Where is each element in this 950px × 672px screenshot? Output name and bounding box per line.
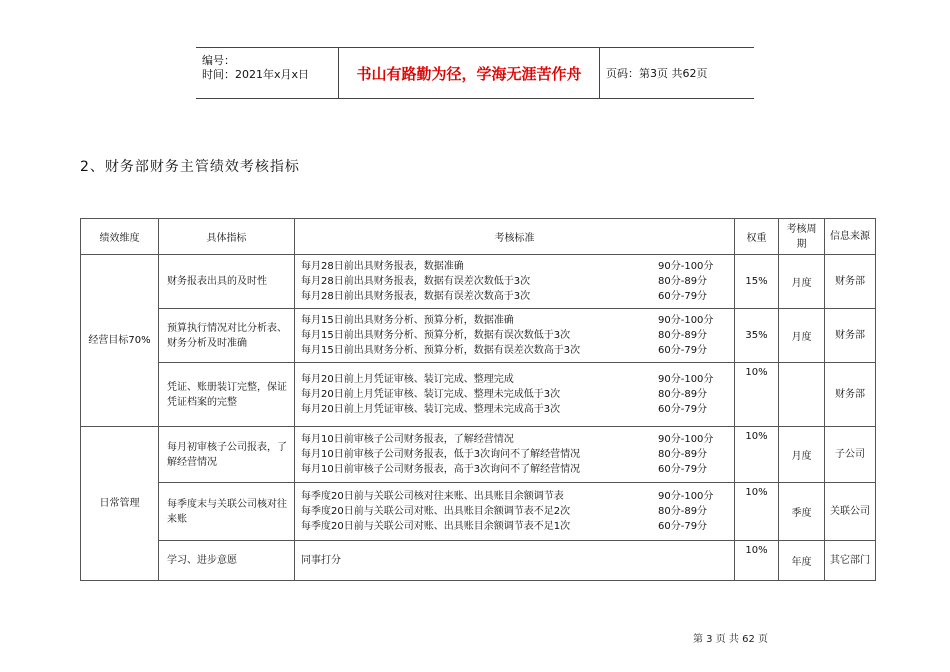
page-footer: 第 3 页 共 62 页 [693,634,768,645]
standard-line [301,372,728,387]
indicator-cell: 每月初审核子公司报表，了解经营情况 [159,427,295,483]
standard-text: 每月20日前上月凭证审核、装订完成、整理未完成低于3次 [301,389,561,400]
period-cell: 月度 [779,255,825,309]
standard-score: 90分-100分 [658,434,714,445]
header-period: 考核周期 [779,219,825,255]
standard-line [301,289,728,304]
weight-cell: 10% [735,541,779,581]
header-motto: 书山有路勤为径，学海无涯苦作舟 [339,48,600,98]
period-cell: 月度 [779,427,825,483]
standard-score: 60分-79分 [658,345,708,356]
standard-score: 60分-79分 [658,404,708,415]
document-time-label: 时间：2021年x月x日 [202,68,310,81]
standard-line [301,402,728,417]
standard-text: 每季度20日前与关联公司对账、出具账目余额调节表不足1次 [301,521,571,532]
standard-score: 60分-79分 [658,291,708,302]
source-cell: 关联公司 [825,483,876,541]
header-weight: 权重 [735,219,779,255]
standard-line [301,462,728,477]
standard-score: 80分-89分 [658,449,708,460]
table-row [81,427,876,483]
standard-score: 80分-89分 [658,276,708,287]
table-row [81,255,876,309]
table-header-row [81,219,876,255]
standard-line [301,553,728,568]
table-row [81,541,876,581]
standard-score: 80分-89分 [658,330,708,341]
standard-text: 每月20日前上月凭证审核、装订完成、整理未完成高于3次 [301,404,561,415]
standard-text: 每月20日前上月凭证审核、装订完成、整理完成 [301,374,514,385]
standard-text: 每季度20日前与关联公司对账、出具账目余额调节表不足2次 [301,506,571,517]
standard-text: 同事打分 [301,555,341,566]
standard-line [301,519,728,534]
standard-cell [295,541,735,581]
standard-text: 每月10日前审核子公司财务报表，了解经营情况 [301,434,514,445]
dimension-cell: 日常管理 [81,427,159,581]
standard-line [301,313,728,328]
source-cell: 财务部 [825,255,876,309]
standard-text: 每月15日前出具财务分析、预算分析，数据有误差次数高于3次 [301,345,581,356]
header-standard: 考核标准 [295,219,735,255]
standard-score: 90分-100分 [658,261,714,272]
kpi-table [80,218,876,581]
period-cell: 月度 [779,309,825,363]
standard-text: 每月10日前审核子公司财务报表，高于3次询问不了解经营情况 [301,464,581,475]
standard-cell [295,309,735,363]
source-cell: 子公司 [825,427,876,483]
indicator-cell: 财务报表出具的及时性 [159,255,295,309]
standard-cell [295,255,735,309]
header-source: 信息来源 [825,219,876,255]
table-row [81,363,876,427]
standard-line [301,274,728,289]
weight-cell: 35% [735,309,779,363]
standard-score: 80分-89分 [658,506,708,517]
source-cell: 财务部 [825,309,876,363]
weight-cell: 10% [735,483,779,541]
standard-line [301,489,728,504]
header-meta-cell [196,48,339,98]
standard-line [301,328,728,343]
standard-text: 每月15日前出具财务分析、预算分析，数据准确 [301,315,514,326]
indicator-cell: 学习、进步意愿 [159,541,295,581]
standard-line [301,387,728,402]
standard-line [301,504,728,519]
period-cell [779,363,825,427]
indicator-cell: 每季度末与关联公司核对往来账 [159,483,295,541]
standard-score [658,553,728,568]
standard-text: 每季度20日前与关联公司核对往来账、出具账目余额调节表 [301,491,564,502]
standard-line [301,447,728,462]
source-cell: 财务部 [825,363,876,427]
standard-score: 90分-100分 [658,374,714,385]
weight-cell: 10% [735,363,779,427]
document-header [196,47,754,99]
standard-text: 每月15日前出具财务分析、预算分析，数据有误次数低于3次 [301,330,571,341]
standard-text: 每月28日前出具财务报表，数据准确 [301,261,464,272]
standard-cell [295,427,735,483]
standard-score: 60分-79分 [658,521,708,532]
header-dimension: 绩效维度 [81,219,159,255]
standard-score: 90分-100分 [658,315,714,326]
weight-cell: 15% [735,255,779,309]
standard-score: 90分-100分 [658,491,714,502]
standard-cell [295,363,735,427]
document-number-label: 编号： [202,54,235,67]
standard-line [301,432,728,447]
standard-line [301,343,728,358]
standard-score: 60分-79分 [658,464,708,475]
section-title: 2、财务部财务主管绩效考核指标 [80,159,300,175]
header-page-label: 页码：第3页 共62页 [606,67,708,80]
table-row [81,483,876,541]
table-row [81,309,876,363]
header-indicator: 具体指标 [159,219,295,255]
source-cell: 其它部门 [825,541,876,581]
period-cell: 年度 [779,541,825,581]
period-cell: 季度 [779,483,825,541]
indicator-cell: 预算执行情况对比分析表、财务分析及时准确 [159,309,295,363]
standard-score: 80分-89分 [658,389,708,400]
weight-cell: 10% [735,427,779,483]
standard-text: 每月28日前出具财务报表，数据有误差次数高于3次 [301,291,531,302]
indicator-cell: 凭证、账册装订完整，保证凭证档案的完整 [159,363,295,427]
standard-line [301,259,728,274]
standard-cell [295,483,735,541]
dimension-cell: 经营目标70% [81,255,159,427]
standard-text: 每月10日前审核子公司财务报表，低于3次询问不了解经营情况 [301,449,581,460]
standard-text: 每月28日前出具财务报表，数据有误差次数低于3次 [301,276,531,287]
